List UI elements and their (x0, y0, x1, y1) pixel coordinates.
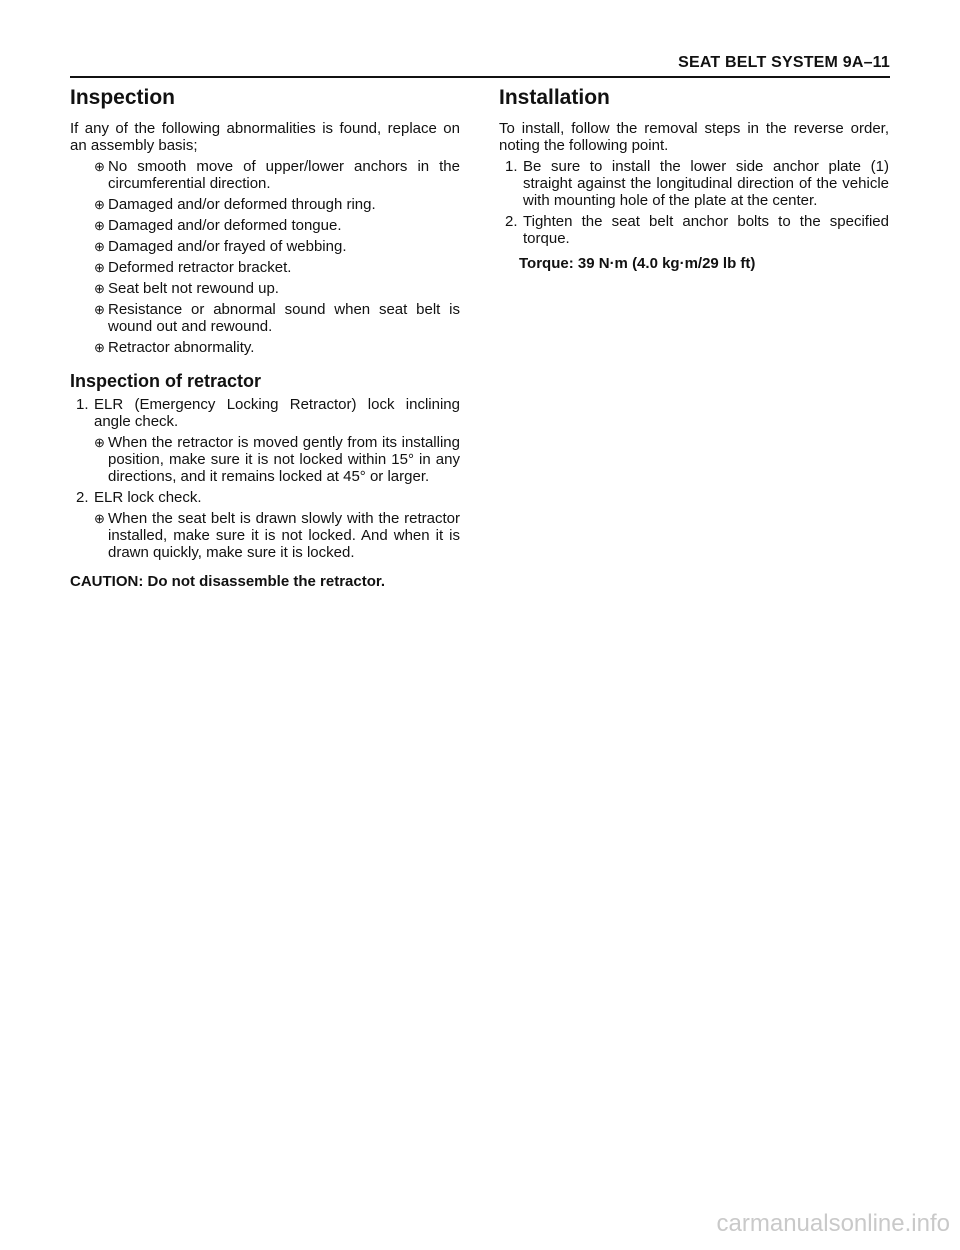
bullet-icon: ⊕ (94, 159, 105, 174)
torque-spec: Torque: 39 N·m (4.0 kg·m/29 lb ft) (519, 255, 756, 272)
bullet-icon: ⊕ (94, 239, 105, 254)
step-item (499, 158, 889, 209)
bullet-icon: ⊕ (94, 511, 105, 526)
list-item: ⊕ No smooth move of upper/lower anchors in the circumferential direction. (94, 158, 460, 192)
page-header-title: SEAT BELT SYSTEM 9A–11 (678, 54, 890, 71)
bullet-icon: ⊕ (94, 218, 105, 233)
step-number: 1. (505, 158, 518, 175)
list-item: ⊕ When the seat belt is drawn slowly with the retractor installed, make sure it is not locked. And when it is drawn quickly, make sure it is locked. (94, 510, 460, 561)
inspection-list (70, 158, 460, 356)
inspection-intro: If any of the following abnormalities is found, replace on an assembly basis; (70, 120, 460, 154)
caution-note: CAUTION: Do not disassemble the retractor. (70, 573, 386, 590)
list-item: ⊕ Damaged and/or deformed tongue. (94, 217, 342, 234)
bullet-icon: ⊕ (94, 340, 105, 355)
installation-intro: To install, follow the removal steps in the reverse order, noting the following point. (499, 120, 889, 154)
step-text: Tighten the seat belt anchor bolts to the specified torque. (523, 213, 889, 247)
list-item: ⊕ Retractor abnormality. (94, 339, 255, 356)
step-item (70, 489, 460, 561)
bullet-icon: ⊕ (94, 197, 105, 212)
step-number: 2. (505, 213, 518, 230)
installation-steps (499, 158, 889, 247)
step-text: Be sure to install the lower side anchor plate (1) straight against the longitudinal direction of the vehicle with mounting hole of the plate at the center. (523, 158, 889, 209)
right-column (499, 84, 889, 272)
left-column (70, 84, 460, 590)
step-item (499, 213, 889, 247)
list-item: ⊕ Deformed retractor bracket. (94, 259, 292, 276)
list-item: ⊕ Seat belt not rewound up. (94, 280, 279, 297)
watermark: carmanualsonline.info (716, 1210, 950, 1237)
bullet-icon: ⊕ (94, 281, 105, 296)
list-item: ⊕ When the retractor is moved gently from its installing position, make sure it is not locked within 15° in any directions, and it remains locked at 45° or larger. (94, 434, 460, 485)
step-item (70, 396, 460, 485)
list-item: ⊕ Damaged and/or frayed of webbing. (94, 238, 347, 255)
step-text: ELR (Emergency Locking Retractor) lock inclining angle check. (94, 396, 460, 430)
bullet-icon: ⊕ (94, 302, 105, 317)
installation-heading: Installation (499, 86, 610, 109)
bullet-icon: ⊕ (94, 435, 105, 450)
step-number: 2. (76, 489, 89, 506)
retractor-steps (70, 396, 460, 561)
step-number: 1. (76, 396, 89, 413)
list-item: ⊕ Resistance or abnormal sound when seat belt is wound out and rewound. (94, 301, 460, 335)
step-text: ELR lock check. (94, 489, 202, 506)
retractor-heading: Inspection of retractor (70, 371, 262, 391)
inspection-heading: Inspection (70, 86, 176, 109)
list-item: ⊕ Damaged and/or deformed through ring. (94, 196, 376, 213)
page-header (70, 54, 890, 78)
bullet-icon: ⊕ (94, 260, 105, 275)
